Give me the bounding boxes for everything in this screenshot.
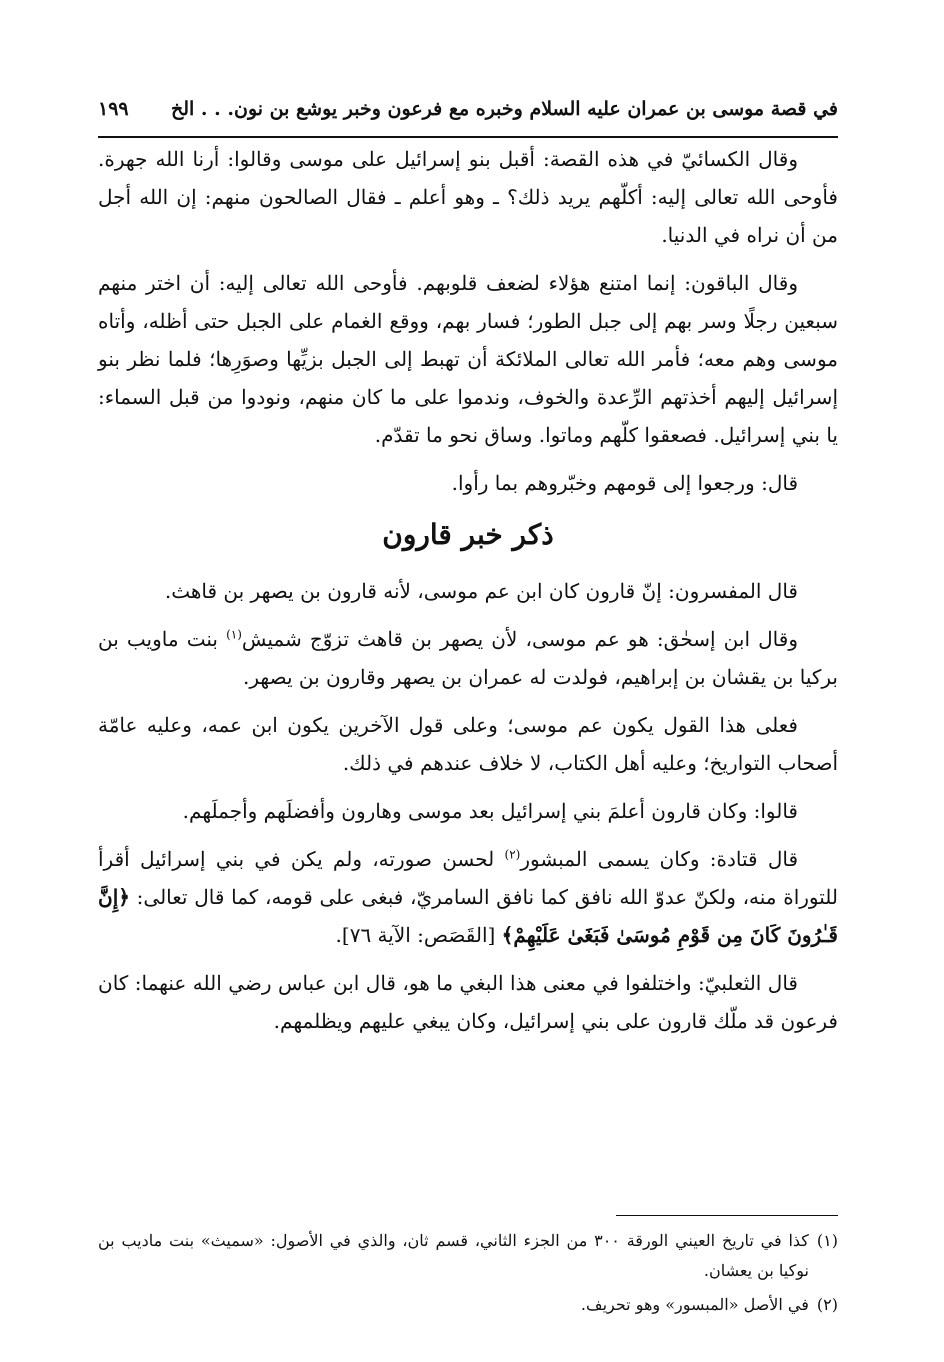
footnote-rule	[616, 1215, 838, 1216]
footnote-1	[98, 1226, 838, 1286]
page-header	[98, 86, 838, 132]
section-title: ذكر خبر قارون	[382, 518, 554, 551]
footnote-2	[98, 1290, 838, 1320]
footnote-ref-2[interactable]: (٢)	[504, 847, 521, 862]
paragraph-kisai: وقال الكسائيّ في هذه القصة: أقبل بنو إسرائيل على موسى وقالوا: أرنا الله جهرة. فأوحى الله تعالى إليه: أكلّهم يريد ذلك؟ ـ وهو أعلم ـ فقال الصالحون منهم: إن الله أجل من أن نراه في الدنيا.	[98, 147, 838, 247]
paragraph-qalu: قالوا: وكان قارون أعلمَ بني إسرائيل بعد موسى وهارون وأفضلَهم وأجملَهم.	[182, 799, 798, 823]
paragraph-qatada	[98, 840, 838, 954]
paragraph-ibn-ishaq	[98, 620, 838, 696]
paragraph-rajaou: قال: ورجعوا إلى قومهم وخبّروهم بما رأوا.	[451, 471, 798, 495]
main-text	[98, 140, 838, 1050]
paragraph-text: قال قتادة: وكان يسمى المبشور	[520, 847, 798, 871]
paragraph-mufassirun: قال المفسرون: إنّ قارون كان ابن عم موسى، لأنه قارون بن يصهر بن قاهث.	[164, 579, 798, 603]
paragraph-ala-hadha: فعلى هذا القول يكون عم موسى؛ وعلى قول الآخرين يكون ابن عمه، وعليه عامّة أصحاب التواريخ؛ وعليه أهل الكتاب، لا خلاف عندهم في ذلك.	[98, 713, 838, 775]
footnote-number: (١)	[816, 1231, 838, 1250]
footnote-text: في الأصل «المبسور» وهو تحريف.	[580, 1295, 809, 1314]
footnote-ref-1[interactable]: (١)	[226, 627, 242, 642]
running-title: في قصة موسى بن عمران عليه السلام وخبره مع فرعون وخبر يوشع بن نون. . . الخ	[170, 98, 838, 120]
page-number: ١٩٩	[98, 98, 129, 120]
footnote-text: كذا في تاريخ العيني الورقة ٣٠٠ من الجزء الثاني، قسم ثان، والذي في الأصول: «سميث» بنت ماديب بن نوكيا بن يعشان.	[98, 1231, 809, 1280]
footnote-number: (٢)	[816, 1295, 838, 1314]
quran-verse: ﴿إِنَّ قَـٰرُونَ كَانَ مِن قَوْمِ مُوسَىٰ فَبَغَىٰ عَلَيْهِمْ﴾	[98, 885, 838, 947]
paragraph-text: بنت ماويب بن بركيا بن يقشان بن إبراهيم، فولدت له عمران بن يصهر وقارون بن يصهر.	[98, 627, 838, 689]
header-rule	[98, 136, 838, 138]
verse-citation: [القَصَص: الآية ٧٦].	[335, 923, 502, 947]
paragraph-thalabi: قال الثعلبيّ: واختلفوا في معنى هذا البغي ما هو، قال ابن عباس رضي الله عنهما: كان فرعون قد ملّك قارون على بني إسرائيل، وكان يبغي عليهم ويظلمهم.	[98, 971, 838, 1033]
paragraph-baqun: وقال الباقون: إنما امتنع هؤلاء لضعف قلوبهم. فأوحى الله تعالى إليه: أن اختر منهم سبعين رجلًا وسر بهم إلى جبل الطور؛ فسار بهم، ووقع الغمام على الجبل حتى أظله، وأتاه موسى وهم معه؛ فأمر الله تعالى الملائكة أن تهبط إلى الجبل بزيِّها وصوَرِها؛ فلما نظر بنو إسرائيل إليهم أخذتهم الرِّعدة والخوف، وندموا على ما كان منهم، ونودوا من قبل السماء: يا بني إسرائيل. فصعقوا كلّهم وماتوا. وساق نحو ما تقدّم.	[98, 271, 838, 447]
paragraph-text: وقال ابن إسحٰق: هو عم موسى، لأن يصهر بن قاهث تزوّج شميش	[241, 627, 798, 651]
paragraph-text: لحسن صورته، ولم يكن في بني إسرائيل أقرأ للتوراة منه، ولكنّ عدوّ الله نافق كما نافق السامريّ، فبغى على قومه، كما قال تعالى:	[98, 847, 838, 909]
footnotes	[98, 1226, 838, 1324]
